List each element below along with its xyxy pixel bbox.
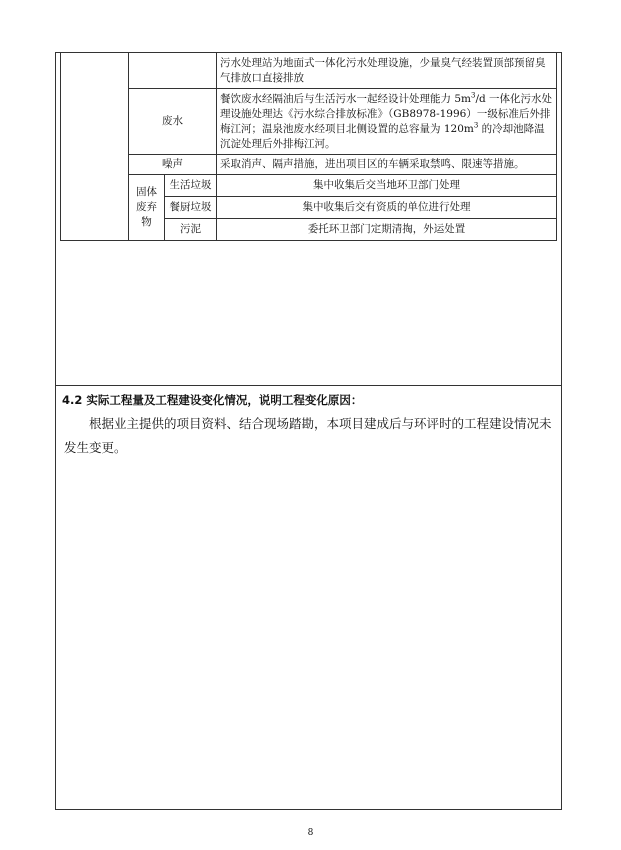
- exhaust-measure-cell: 污水处理站为地面式一体化污水处理设施，少量臭气经装置顶部预留臭气排放口直接排放: [217, 53, 557, 89]
- section-title: 4.2 实际工程量及工程建设变化情况，说明工程变化原因：: [62, 393, 363, 407]
- pollution-control-table: [60, 52, 557, 241]
- table-row: [61, 53, 557, 89]
- waste-type-sludge: 污泥: [165, 219, 217, 241]
- section-divider: [55, 385, 562, 386]
- noise-label: 噪声: [129, 155, 217, 175]
- section-body: 根据业主提供的项目资料、结合现场踏勘，本项目建成后与环评时的工程建设情况未发生变更。: [64, 416, 552, 455]
- table-row: [61, 89, 557, 155]
- waste-treatment-kitchen: 集中收集后交有资质的单位进行处理: [217, 197, 557, 219]
- waste-treatment-domestic: 集中收集后交当地环卫部门处理: [217, 175, 557, 197]
- table-row: [61, 175, 557, 197]
- waste-treatment-sludge: 委托环卫部门定期清掏，外运处置: [217, 219, 557, 241]
- table-row: [61, 155, 557, 175]
- blank-label-cell: [129, 53, 217, 89]
- wastewater-label: 废水: [129, 89, 217, 155]
- noise-measure-cell: 采取消声、隔声措施，进出项目区的车辆采取禁鸣、限速等措施。: [217, 155, 557, 175]
- blank-left-cell: [61, 53, 129, 241]
- page-number: 8: [307, 828, 314, 838]
- wastewater-measure-cell: 餐饮废水经隔油后与生活污水一起经设计处理能力 $5m^3/d$ 一体化污水处理设施处理达《污水综合排放标准》（GB8978-1996）一级标准后外排梅江河；温泉池废水经项目北侧设置的总容量为 $120m^3$ 的冷却池降温沉淀处理后外排梅江河。: [217, 89, 557, 155]
- waste-type-kitchen: 餐厨垃圾: [165, 197, 217, 219]
- solid-waste-label: 固体废弃物: [129, 175, 165, 241]
- waste-type-domestic: 生活垃圾: [165, 175, 217, 197]
